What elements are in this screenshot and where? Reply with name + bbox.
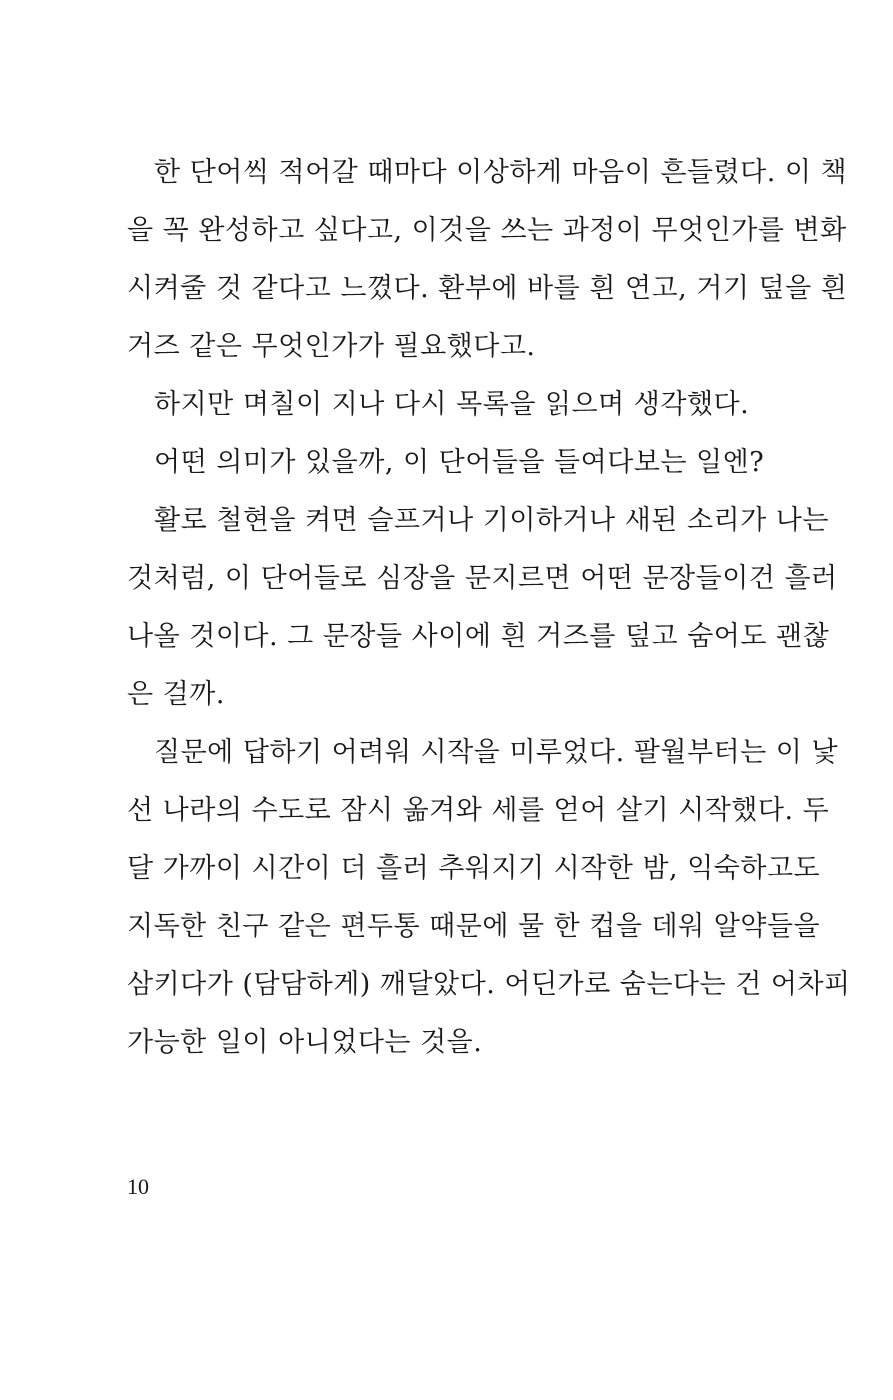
text-line: 달 가까이 시간이 더 흘러 추워지기 시작한 밤, 익숙하고도 — [127, 853, 821, 884]
text-line: 활로 철현을 켜면 슬프거나 기이하거나 새된 소리가 나는 — [154, 505, 829, 536]
text-line: 한 단어씩 적어갈 때마다 이상하게 마음이 흔들렸다. 이 책 — [154, 157, 848, 188]
text-line: 질문에 답하기 어려워 시작을 미루었다. 팔월부터는 이 낯 — [154, 737, 839, 768]
text-line: 가능한 일이 아니었다는 것을. — [127, 1027, 483, 1058]
text-line: 선 나라의 수도로 잠시 옮겨와 세를 얻어 살기 시작했다. 두 — [127, 795, 830, 826]
text-line: 것처럼, 이 단어들로 심장을 문지르면 어떤 문장들이건 흘러 — [127, 563, 838, 594]
text-line: 지독한 친구 같은 편두통 때문에 물 한 컵을 데워 알약들을 — [127, 911, 821, 942]
text-line: 어떤 의미가 있을까, 이 단어들을 들여다보는 일엔? — [154, 447, 765, 478]
text-line: 나올 것이다. 그 문장들 사이에 흰 거즈를 덮고 숨어도 괜찮 — [127, 621, 830, 652]
text-line: 삼키다가 (담담하게) 깨달았다. 어딘가로 숨는다는 건 어차피 — [127, 969, 851, 1000]
text-line: 하지만 며칠이 지나 다시 목록을 읽으며 생각했다. — [154, 389, 750, 420]
text-line: 은 걸까. — [127, 679, 225, 710]
text-line: 거즈 같은 무엇인가가 필요했다고. — [127, 331, 536, 362]
text-line: 시켜줄 것 같다고 느꼈다. 환부에 바를 흰 연고, 거기 덮을 흰 — [127, 273, 848, 304]
text-line: 을 꼭 완성하고 싶다고, 이것을 쓰는 과정이 무엇인가를 변화 — [127, 215, 847, 246]
body-text — [127, 144, 851, 1072]
page-number: 10 — [127, 1174, 149, 1199]
